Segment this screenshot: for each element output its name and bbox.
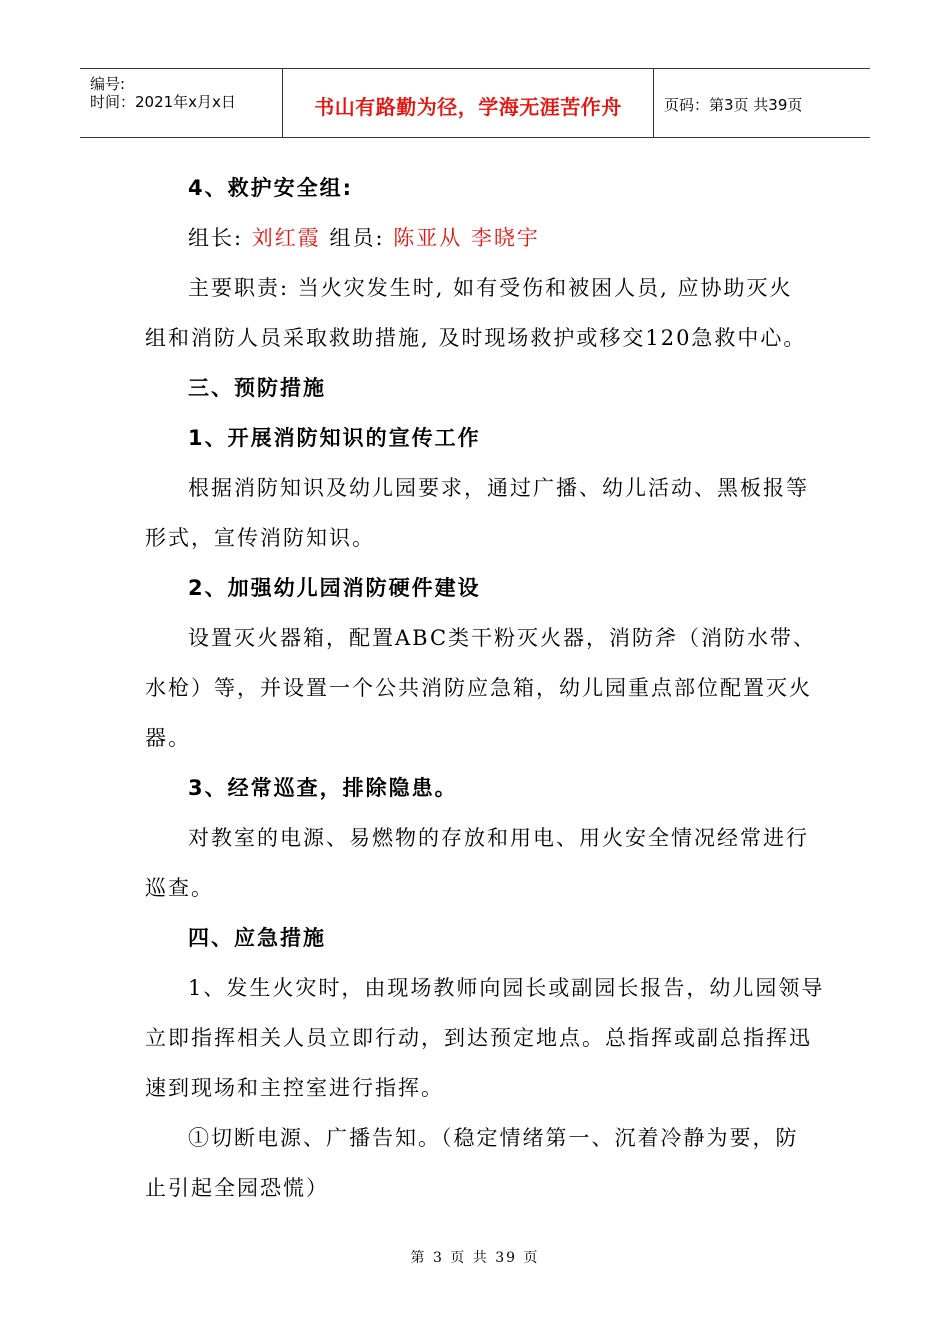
paragraph-line: 止引起全园恐慌）: [145, 1176, 329, 1200]
section-heading: 4、救护安全组:: [188, 176, 354, 200]
paragraph-line: 主要职责: 当火灾发生时, 如有受伤和被困人员, 应协助灭火: [188, 276, 793, 300]
paragraph-line: 组和消防人员采取救助措施, 及时现场救护或移交120急救中心。: [145, 326, 807, 350]
paragraph-line: 根据消防知识及幼儿园要求，通过广播、幼儿活动、黑板报等: [188, 476, 809, 500]
page-footer: 第 3 页 共 39 页: [410, 1250, 540, 1266]
page-header: [80, 68, 870, 138]
subsection-heading: 1、开展消防知识的宣传工作: [188, 426, 481, 450]
header-meta-cell: [80, 69, 283, 137]
header-page-cell: [654, 69, 870, 137]
section-heading: 三、预防措施: [188, 376, 326, 400]
paragraph-line: 对教室的电源、易燃物的存放和用电、用火安全情况经常进行: [188, 826, 809, 850]
leader-label: 组长:: [188, 226, 244, 250]
header-motto: 书山有路勤为径，学海无涯苦作舟: [314, 95, 622, 119]
paragraph-line: 器。: [145, 726, 191, 750]
document-number: 编号:: [90, 75, 126, 93]
member-names: 陈亚从 李晓宇: [393, 226, 540, 250]
team-members-line: [188, 222, 540, 252]
members-label: 组员:: [329, 226, 385, 250]
leader-name: 刘红霞: [251, 226, 321, 250]
paragraph-line: 水枪）等，并设置一个公共消防应急箱，幼儿园重点部位配置灭火: [145, 676, 812, 700]
header-page-info: 页码：第3页 共39页: [664, 96, 803, 114]
paragraph-line: 立即指挥相关人员立即行动，到达预定地点。总指挥或副总指挥迅: [145, 1026, 812, 1050]
subsection-heading: 2、加强幼儿园消防硬件建设: [188, 576, 481, 600]
paragraph-line: 设置灭火器箱，配置ABC类干粉灭火器，消防斧（消防水带、: [188, 626, 817, 650]
document-date: 时间：2021年x月x日: [90, 93, 236, 111]
paragraph-line: 巡查。: [145, 876, 214, 900]
paragraph-line: 速到现场和主控室进行指挥。: [145, 1076, 444, 1100]
header-motto-cell: [283, 69, 654, 137]
subsection-heading: 3、经常巡查，排除隐患。: [188, 776, 458, 800]
paragraph-line: ①切断电源、广播告知。（稳定情绪第一、沉着冷静为要，防: [188, 1126, 799, 1150]
paragraph-line: 1、发生火灾时，由现场教师向园长或副园长报告，幼儿园领导: [188, 976, 825, 1000]
section-heading: 四、应急措施: [188, 926, 326, 950]
paragraph-line: 形式，宣传消防知识。: [145, 526, 375, 550]
